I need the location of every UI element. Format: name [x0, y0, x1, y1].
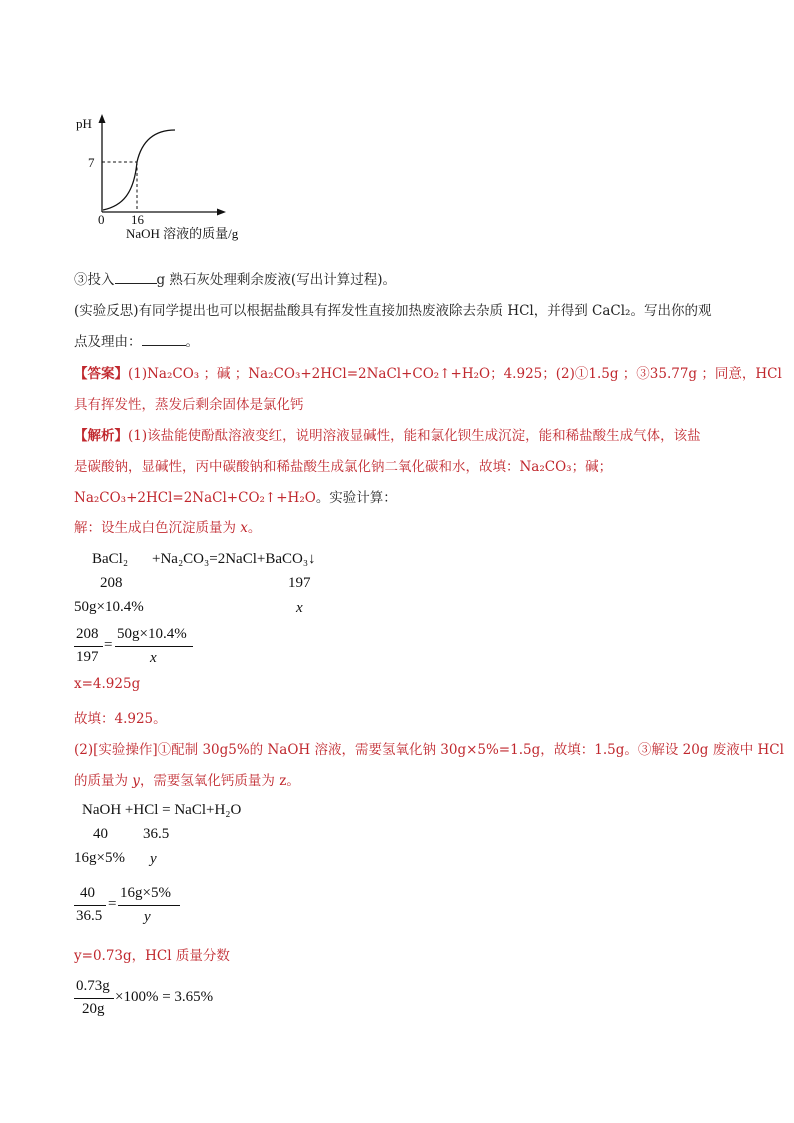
- reflection-line-1: (实验反思)有同学提出也可以根据盐酸具有挥发性直接加热废液除去杂质 HCl，并得到 CaCl₂。写出你的观: [74, 303, 712, 319]
- frac2-num-left: 40: [80, 885, 95, 901]
- analysis-line-1: 【解析】(1)该盐能使酚酞溶液变红，说明溶液显碱性，能和氯化钡生成沉淀，能和稀盐酸生成气体，该盐: [74, 428, 701, 444]
- question-3: ③投入 g 熟石灰处理剩余废液(写出计算过程)。: [74, 272, 396, 288]
- result-y: y=0.73g，HCl 质量分数: [74, 948, 230, 964]
- fill-1: 故填：4.925。: [74, 711, 167, 727]
- frac2-den-left: 36.5: [76, 908, 103, 924]
- answer-tag: 【答案】: [74, 366, 128, 382]
- eq1-left: BaCl₂: [92, 551, 129, 567]
- frac2-line-left: [74, 905, 106, 906]
- eq1-right: +Na₂CO₃=2NaCl+BaCO₃↓: [152, 551, 316, 567]
- answer-blank: [142, 333, 186, 346]
- y-axis-arrow: [99, 114, 106, 123]
- experiment-line-1: (2)[实验操作]①配制 30g5%的 NaOH 溶液，需要氢氧化钠 30g×5%=1.5g，故填：1.5g。③解设 20g 废液中 HCl: [74, 742, 784, 758]
- eq2-value-1: 16g×5%: [74, 850, 125, 866]
- analysis-line-2: 是碳酸钠，显碱性，丙中碳酸钠和稀盐酸生成氯化钠二氧化碳和水，故填：Na₂CO₃；碱；: [74, 459, 613, 475]
- frac2-den-right: y: [144, 909, 151, 925]
- x-origin-label: 0: [98, 212, 105, 227]
- frac1-line-right: [115, 646, 193, 647]
- frac3-line: [74, 998, 114, 999]
- y-axis-label: pH: [76, 116, 92, 131]
- frac1-num-right: 50g×10.4%: [117, 626, 187, 642]
- answer-blank: [115, 271, 157, 284]
- result-x: x=4.925g: [74, 676, 141, 692]
- solve-line: 解：设生成白色沉淀质量为 x。: [74, 520, 262, 536]
- frac2-equals: =: [108, 896, 117, 912]
- eq1-mass-1: 208: [100, 575, 123, 591]
- ph-curve: [103, 130, 175, 210]
- x-axis-arrow: [217, 209, 226, 216]
- frac1-den-left: 197: [76, 649, 99, 665]
- eq1-value-2: x: [296, 600, 303, 616]
- frac2-line-right: [118, 905, 180, 906]
- analysis-line-3: Na₂CO₃+2HCl=2NaCl+CO₂↑+H₂O。实验计算：: [74, 490, 397, 506]
- eq2-value-2: y: [150, 851, 157, 867]
- ph-curve-graph: [70, 110, 260, 250]
- eq1-value-1: 50g×10.4%: [74, 599, 144, 615]
- y-tick-7: 7: [88, 155, 95, 170]
- frac3-den: 20g: [82, 1001, 105, 1017]
- eq2-mass-2: 36.5: [143, 826, 170, 842]
- answer-line-2: 具有挥发性，蒸发后剩余固体是氯化钙: [74, 397, 304, 413]
- eq2-mass-1: 40: [93, 826, 108, 842]
- frac1-den-right: x: [150, 650, 157, 666]
- experiment-line-2: 的质量为 y，需要氢氧化钙质量为 z。: [74, 773, 300, 789]
- frac1-line-left: [74, 646, 103, 647]
- eq2: NaOH +HCl = NaCl+H₂O: [82, 802, 242, 818]
- analysis-tag: 【解析】: [74, 428, 128, 444]
- x-tick-16: 16: [131, 212, 144, 227]
- frac1-equals: =: [104, 637, 113, 653]
- frac2-num-right: 16g×5%: [120, 885, 171, 901]
- eq1-mass-2: 197: [288, 575, 311, 591]
- x-axis-label: NaOH 溶液的质量/g: [126, 226, 239, 241]
- frac3-num: 0.73g: [76, 978, 110, 994]
- frac1-num-left: 208: [76, 626, 99, 642]
- reflection-line-2: 点及理由： 。: [74, 334, 199, 350]
- answer-line-1: 【答案】(1)Na₂CO₃ ；碱 ；Na₂CO₃+2HCl=2NaCl+CO₂↑+H₂O；4.925；(2)①1.5g ；③35.77g ；同意，HCl: [74, 366, 782, 382]
- frac3-rest: ×100% = 3.65%: [115, 989, 214, 1005]
